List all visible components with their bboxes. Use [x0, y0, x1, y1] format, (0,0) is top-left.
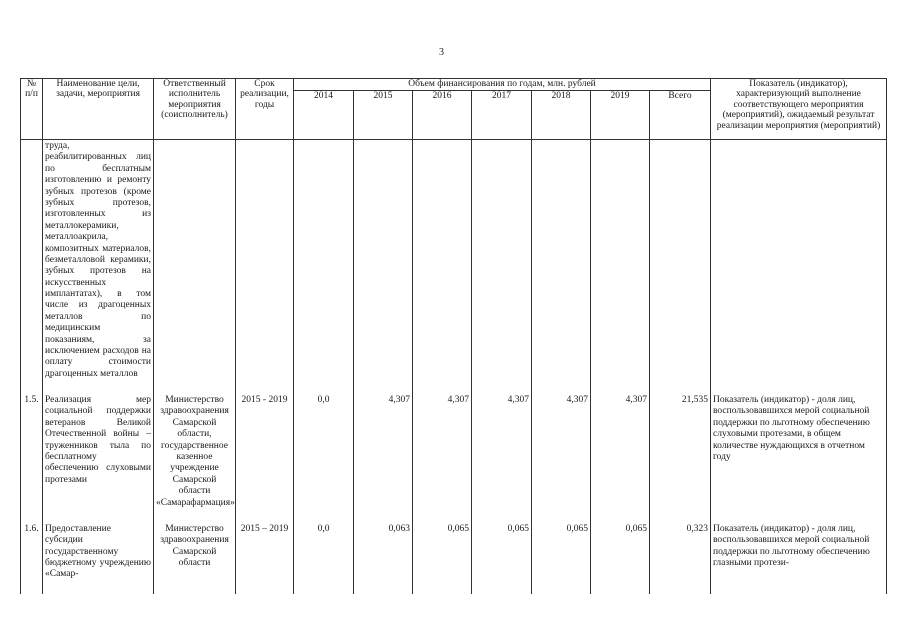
header-year: 2018 [532, 91, 591, 140]
row-value: 0,065 [591, 509, 650, 594]
row-num [21, 140, 43, 382]
row-name: Предоставление субсидии государственному бюджетному учреждению «Самар- [43, 509, 154, 594]
row-num: 1.5. [21, 381, 43, 509]
row-num: 1.6. [21, 509, 43, 594]
table-row [21, 140, 887, 382]
row-responsible [154, 140, 236, 382]
row-value: 4,307 [591, 381, 650, 509]
row-value [591, 140, 650, 382]
row-value: 0,063 [354, 509, 413, 594]
row-value: 0,0 [294, 509, 354, 594]
row-value [472, 140, 532, 382]
row-value [413, 140, 472, 382]
row-total [650, 140, 711, 382]
header-year: 2019 [591, 91, 650, 140]
table-row [21, 381, 887, 509]
row-indicator [711, 140, 887, 382]
row-responsible: Министерство здравоохранения Самарской области [154, 509, 236, 594]
header-year: 2016 [413, 91, 472, 140]
header-responsible: Ответственный исполнитель мероприятия (соисполнитель) [154, 79, 236, 140]
row-name: труда, реабилитированных лиц по бесплатным изготовлению и ремонту зубных протезов (кроме зубных протезов, изготовленных из металлокерамики, металлоакрила, композитных материалов, безметалловой керамики, зубных протезов на искусственных имплантатах), в том числе из драгоценных металлов по медицинским показаниям, за исключением расходов на оплату стоимости драгоценных металлов [43, 140, 154, 382]
header-financing-group: Объем финансирования по годам, млн. рублей [294, 79, 711, 91]
header-indicator: Показатель (индикатор), характеризующий выполнение соответствующего мероприятия (мероприятий), ожидаемый результат реализации мероприятия (мероприятий) [711, 79, 887, 140]
row-indicator: Показатель (индикатор) - доля лиц, воспользовавшихся мерой социальной поддержки по льготному обеспечению слуховыми протезами, в общем количестве нуждающихся в отчетном году [711, 381, 887, 509]
row-responsible: Министерство здравоохранения Самарской области, государственное казенное учреждение Самарской области «Самарафармация» [154, 381, 236, 509]
row-value [532, 140, 591, 382]
row-total: 0,323 [650, 509, 711, 594]
page-number: 3 [439, 47, 444, 58]
row-value: 0,065 [532, 509, 591, 594]
row-value: 4,307 [472, 381, 532, 509]
header-name: Наименование цели, задачи, мероприятия [43, 79, 154, 140]
row-value [294, 140, 354, 382]
financing-table [20, 78, 887, 594]
row-term: 2015 – 2019 [236, 509, 294, 594]
header-num: № п/п [21, 79, 43, 140]
header-year: 2017 [472, 91, 532, 140]
row-value: 4,307 [413, 381, 472, 509]
header-year: 2014 [294, 91, 354, 140]
row-indicator: Показатель (индикатор) - доля лиц, воспользовавшихся мерой социальной поддержки по льготному обеспечению глазными протези- [711, 509, 887, 594]
header-total: Всего [650, 91, 711, 140]
header-year: 2015 [354, 91, 413, 140]
row-value: 4,307 [354, 381, 413, 509]
table-row [21, 509, 887, 594]
row-value: 0,0 [294, 381, 354, 509]
row-value [354, 140, 413, 382]
row-name: Реализация мер социальной поддержки ветеранов Великой Отечественной войны – труженников тыла по бесплатному обеспечению слуховыми протезами [43, 381, 154, 509]
row-total: 21,535 [650, 381, 711, 509]
row-term: 2015 - 2019 [236, 381, 294, 509]
row-value: 0,065 [472, 509, 532, 594]
header-term: Срок реализации, годы [236, 79, 294, 140]
row-value: 4,307 [532, 381, 591, 509]
row-value: 0,065 [413, 509, 472, 594]
row-term [236, 140, 294, 382]
